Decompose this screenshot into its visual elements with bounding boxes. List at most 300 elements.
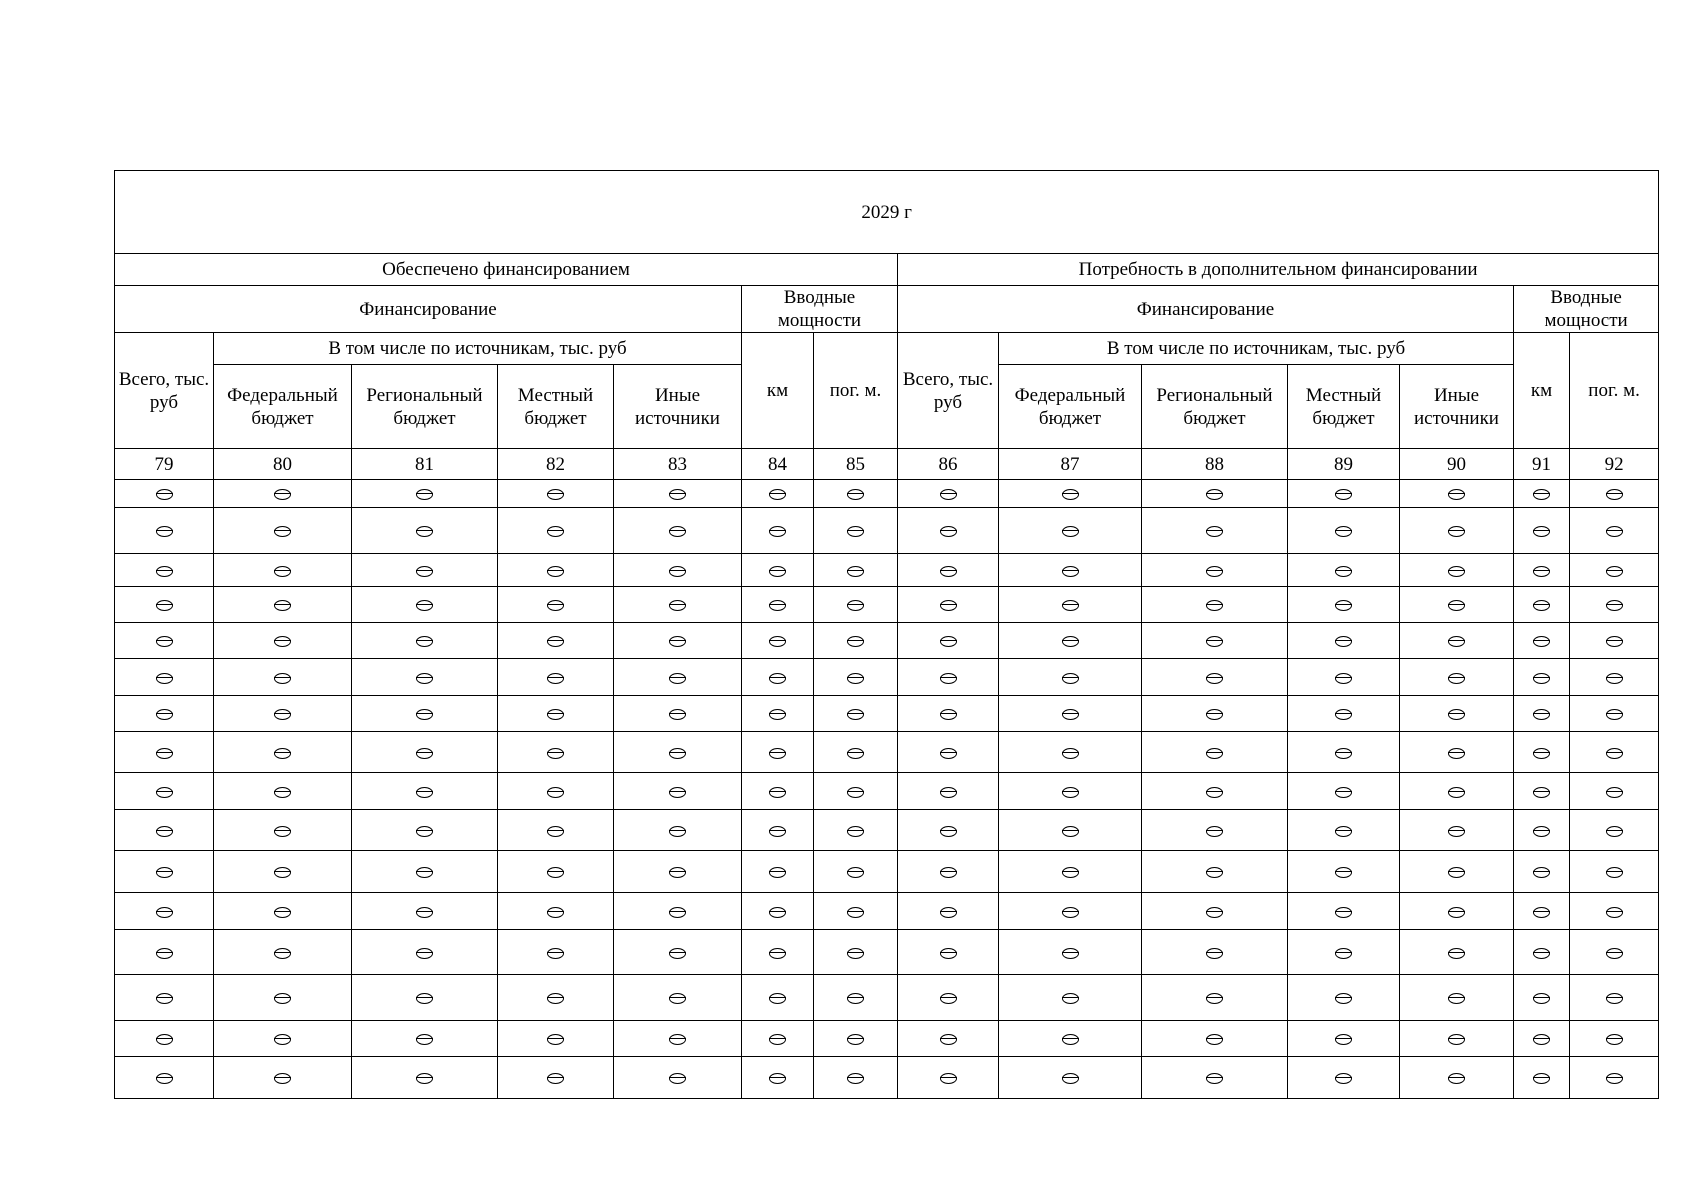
dash-ellipse-icon xyxy=(156,636,173,647)
dash-ellipse-icon xyxy=(156,867,173,878)
table-cell xyxy=(1288,851,1400,893)
table-cell xyxy=(898,623,999,659)
table-cell xyxy=(742,623,814,659)
dash-ellipse-icon xyxy=(1335,1034,1352,1045)
dash-ellipse-icon xyxy=(1533,709,1550,720)
table-cell xyxy=(1514,480,1570,508)
additional-local-header: Местный бюджет xyxy=(1288,365,1400,449)
dash-ellipse-icon xyxy=(274,636,291,647)
dash-ellipse-icon xyxy=(1335,489,1352,500)
table-cell xyxy=(498,893,614,930)
dash-ellipse-icon xyxy=(1335,787,1352,798)
dash-ellipse-icon xyxy=(1448,1034,1465,1045)
table-cell xyxy=(1400,1021,1514,1057)
dash-ellipse-icon xyxy=(156,948,173,959)
table-cell xyxy=(742,1057,814,1099)
dash-ellipse-icon xyxy=(1206,948,1223,959)
table-cell xyxy=(1570,1057,1659,1099)
dash-ellipse-icon xyxy=(416,1073,433,1084)
table-cell xyxy=(498,930,614,975)
table-cell xyxy=(1514,975,1570,1021)
column-number-cell: 85 xyxy=(814,449,898,480)
table-cell xyxy=(1288,696,1400,732)
dash-ellipse-icon xyxy=(1533,826,1550,837)
table-cell xyxy=(498,508,614,554)
table-cell xyxy=(352,508,498,554)
table-cell xyxy=(115,1021,214,1057)
dash-ellipse-icon xyxy=(1206,709,1223,720)
financing-table xyxy=(114,170,1659,1099)
dash-ellipse-icon xyxy=(847,673,864,684)
table-cell xyxy=(1288,659,1400,696)
table-cell xyxy=(1288,975,1400,1021)
dash-ellipse-icon xyxy=(769,948,786,959)
table-cell xyxy=(614,587,742,623)
table-cell xyxy=(999,810,1142,851)
dash-ellipse-icon xyxy=(1206,907,1223,918)
dash-ellipse-icon xyxy=(547,787,564,798)
dash-ellipse-icon xyxy=(416,948,433,959)
table-cell xyxy=(498,851,614,893)
additional-input-capacity-header: Вводные мощности xyxy=(1514,286,1659,333)
dash-ellipse-icon xyxy=(1206,993,1223,1004)
dash-ellipse-icon xyxy=(156,709,173,720)
dash-ellipse-icon xyxy=(1448,748,1465,759)
table-cell xyxy=(614,732,742,773)
table-row xyxy=(115,773,1659,810)
dash-ellipse-icon xyxy=(274,1034,291,1045)
dash-ellipse-icon xyxy=(547,673,564,684)
table-cell xyxy=(498,732,614,773)
column-number-cell: 84 xyxy=(742,449,814,480)
table-cell xyxy=(498,810,614,851)
table-cell xyxy=(999,1057,1142,1099)
dash-ellipse-icon xyxy=(1206,636,1223,647)
table-cell xyxy=(115,480,214,508)
secured-regional-header: Региональный бюджет xyxy=(352,365,498,449)
table-cell xyxy=(742,554,814,587)
dash-ellipse-icon xyxy=(1533,993,1550,1004)
dash-ellipse-icon xyxy=(1206,748,1223,759)
dash-ellipse-icon xyxy=(1533,526,1550,537)
table-cell xyxy=(214,773,352,810)
table-cell xyxy=(1142,480,1288,508)
table-cell xyxy=(1514,930,1570,975)
dash-ellipse-icon xyxy=(1533,787,1550,798)
table-cell xyxy=(1570,623,1659,659)
dash-ellipse-icon xyxy=(847,748,864,759)
dash-ellipse-icon xyxy=(1448,600,1465,611)
table-cell xyxy=(814,810,898,851)
dash-ellipse-icon xyxy=(669,993,686,1004)
table-cell xyxy=(999,975,1142,1021)
dash-ellipse-icon xyxy=(1335,673,1352,684)
table-cell xyxy=(115,810,214,851)
dash-ellipse-icon xyxy=(274,526,291,537)
dash-ellipse-icon xyxy=(1206,673,1223,684)
table-cell xyxy=(742,975,814,1021)
table-cell xyxy=(498,696,614,732)
table-cell xyxy=(1142,696,1288,732)
dash-ellipse-icon xyxy=(847,489,864,500)
dash-ellipse-icon xyxy=(769,748,786,759)
dash-ellipse-icon xyxy=(274,1073,291,1084)
dash-ellipse-icon xyxy=(1533,867,1550,878)
table-cell xyxy=(1570,480,1659,508)
table-cell xyxy=(1570,810,1659,851)
dash-ellipse-icon xyxy=(669,1073,686,1084)
dash-ellipse-icon xyxy=(156,1073,173,1084)
dash-ellipse-icon xyxy=(669,566,686,577)
table-cell xyxy=(214,851,352,893)
dash-ellipse-icon xyxy=(769,673,786,684)
dash-ellipse-icon xyxy=(274,948,291,959)
additional-financing-header: Финансирование xyxy=(898,286,1514,333)
table-cell xyxy=(898,659,999,696)
table-cell xyxy=(814,851,898,893)
table-cell xyxy=(352,732,498,773)
dash-ellipse-icon xyxy=(416,526,433,537)
table-cell xyxy=(898,893,999,930)
column-number-cell: 81 xyxy=(352,449,498,480)
dash-ellipse-icon xyxy=(547,948,564,959)
dash-ellipse-icon xyxy=(940,748,957,759)
dash-ellipse-icon xyxy=(769,526,786,537)
column-number-cell: 83 xyxy=(614,449,742,480)
dash-ellipse-icon xyxy=(847,993,864,1004)
table-cell xyxy=(115,508,214,554)
dash-ellipse-icon xyxy=(156,907,173,918)
table-cell xyxy=(1142,810,1288,851)
column-number-cell: 79 xyxy=(115,449,214,480)
dash-ellipse-icon xyxy=(1335,948,1352,959)
dash-ellipse-icon xyxy=(1448,709,1465,720)
dash-ellipse-icon xyxy=(940,600,957,611)
table-cell xyxy=(814,975,898,1021)
dash-ellipse-icon xyxy=(547,748,564,759)
dash-ellipse-icon xyxy=(669,826,686,837)
table-cell xyxy=(742,893,814,930)
dash-ellipse-icon xyxy=(669,489,686,500)
dash-ellipse-icon xyxy=(1606,673,1623,684)
dash-ellipse-icon xyxy=(1606,948,1623,959)
dash-ellipse-icon xyxy=(769,826,786,837)
table-cell xyxy=(999,587,1142,623)
table-cell xyxy=(498,480,614,508)
table-cell xyxy=(898,554,999,587)
table-cell xyxy=(814,1057,898,1099)
column-number-cell: 91 xyxy=(1514,449,1570,480)
dash-ellipse-icon xyxy=(769,993,786,1004)
dash-ellipse-icon xyxy=(769,787,786,798)
table-cell xyxy=(1400,587,1514,623)
dash-ellipse-icon xyxy=(940,826,957,837)
dash-ellipse-icon xyxy=(547,1034,564,1045)
table-cell xyxy=(214,480,352,508)
dash-ellipse-icon xyxy=(1533,600,1550,611)
dash-ellipse-icon xyxy=(940,1034,957,1045)
table-cell xyxy=(214,587,352,623)
dash-ellipse-icon xyxy=(1533,948,1550,959)
dash-ellipse-icon xyxy=(1606,526,1623,537)
dash-ellipse-icon xyxy=(1062,636,1079,647)
column-number-cell: 88 xyxy=(1142,449,1288,480)
column-number-cell: 92 xyxy=(1570,449,1659,480)
table-cell xyxy=(1514,851,1570,893)
dash-ellipse-icon xyxy=(769,600,786,611)
dash-ellipse-icon xyxy=(1335,1073,1352,1084)
dash-ellipse-icon xyxy=(1335,748,1352,759)
dash-ellipse-icon xyxy=(847,636,864,647)
dash-ellipse-icon xyxy=(1448,826,1465,837)
table-cell xyxy=(614,930,742,975)
additional-pog-m-header: пог. м. xyxy=(1570,333,1659,449)
dash-ellipse-icon xyxy=(1062,826,1079,837)
dash-ellipse-icon xyxy=(274,993,291,1004)
dash-ellipse-icon xyxy=(1606,600,1623,611)
table-cell xyxy=(115,1057,214,1099)
table-cell xyxy=(742,587,814,623)
column-number-cell: 82 xyxy=(498,449,614,480)
dash-ellipse-icon xyxy=(156,526,173,537)
table-cell xyxy=(1142,851,1288,893)
table-cell xyxy=(1142,554,1288,587)
table-row xyxy=(115,554,1659,587)
table-cell xyxy=(1288,893,1400,930)
dash-ellipse-icon xyxy=(156,489,173,500)
dash-ellipse-icon xyxy=(156,566,173,577)
dash-ellipse-icon xyxy=(1062,993,1079,1004)
table-cell xyxy=(1570,554,1659,587)
dash-ellipse-icon xyxy=(1062,1073,1079,1084)
dash-ellipse-icon xyxy=(1335,636,1352,647)
table-cell xyxy=(898,773,999,810)
secured-by-sources-header: В том числе по источникам, тыс. руб xyxy=(214,333,742,365)
dash-ellipse-icon xyxy=(1606,636,1623,647)
table-cell xyxy=(742,773,814,810)
table-cell xyxy=(742,659,814,696)
dash-ellipse-icon xyxy=(940,636,957,647)
additional-federal-header: Федеральный бюджет xyxy=(999,365,1142,449)
table-cell xyxy=(1288,554,1400,587)
table-cell xyxy=(1288,508,1400,554)
dash-ellipse-icon xyxy=(156,600,173,611)
dash-ellipse-icon xyxy=(940,907,957,918)
table-cell xyxy=(814,587,898,623)
table-row xyxy=(115,732,1659,773)
dash-ellipse-icon xyxy=(1062,748,1079,759)
dash-ellipse-icon xyxy=(940,489,957,500)
table-cell xyxy=(999,480,1142,508)
table-cell xyxy=(1570,851,1659,893)
additional-by-sources-header: В том числе по источникам, тыс. руб xyxy=(999,333,1514,365)
dash-ellipse-icon xyxy=(940,709,957,720)
table-cell xyxy=(1514,1021,1570,1057)
table-cell xyxy=(814,1021,898,1057)
table-cell xyxy=(1514,508,1570,554)
dash-ellipse-icon xyxy=(547,993,564,1004)
table-cell xyxy=(1400,851,1514,893)
dash-ellipse-icon xyxy=(274,826,291,837)
table-cell xyxy=(352,1057,498,1099)
table-cell xyxy=(352,1021,498,1057)
table-row xyxy=(115,696,1659,732)
table-cell xyxy=(614,1021,742,1057)
table-cell xyxy=(742,930,814,975)
year-header: 2029 г xyxy=(115,171,1659,254)
table-cell xyxy=(1514,696,1570,732)
table-cell xyxy=(498,659,614,696)
dash-ellipse-icon xyxy=(1533,748,1550,759)
dash-ellipse-icon xyxy=(940,1073,957,1084)
dash-ellipse-icon xyxy=(1206,826,1223,837)
table-cell xyxy=(898,587,999,623)
table-cell xyxy=(614,810,742,851)
table-row xyxy=(115,893,1659,930)
dash-ellipse-icon xyxy=(1335,600,1352,611)
table-cell xyxy=(814,554,898,587)
additional-regional-header: Региональный бюджет xyxy=(1142,365,1288,449)
dash-ellipse-icon xyxy=(1062,907,1079,918)
dash-ellipse-icon xyxy=(1335,867,1352,878)
table-cell xyxy=(1570,1021,1659,1057)
dash-ellipse-icon xyxy=(669,709,686,720)
dash-ellipse-icon xyxy=(1533,1034,1550,1045)
dash-ellipse-icon xyxy=(416,907,433,918)
dash-ellipse-icon xyxy=(847,566,864,577)
dash-ellipse-icon xyxy=(274,566,291,577)
dash-ellipse-icon xyxy=(547,1073,564,1084)
table-cell xyxy=(1288,810,1400,851)
table-cell xyxy=(115,659,214,696)
dash-ellipse-icon xyxy=(1335,993,1352,1004)
dash-ellipse-icon xyxy=(1606,826,1623,837)
dash-ellipse-icon xyxy=(669,867,686,878)
table-cell xyxy=(1142,975,1288,1021)
table-cell xyxy=(1514,1057,1570,1099)
dash-ellipse-icon xyxy=(669,1034,686,1045)
dash-ellipse-icon xyxy=(1448,526,1465,537)
column-number-cell: 90 xyxy=(1400,449,1514,480)
table-cell xyxy=(614,773,742,810)
dash-ellipse-icon xyxy=(769,709,786,720)
dash-ellipse-icon xyxy=(416,709,433,720)
dash-ellipse-icon xyxy=(940,993,957,1004)
dash-ellipse-icon xyxy=(1533,907,1550,918)
table-cell xyxy=(742,1021,814,1057)
table-cell xyxy=(1514,623,1570,659)
table-cell xyxy=(1400,1057,1514,1099)
secured-total-header: Всего, тыс. руб xyxy=(115,333,214,449)
dash-ellipse-icon xyxy=(940,673,957,684)
table-cell xyxy=(742,810,814,851)
dash-ellipse-icon xyxy=(940,526,957,537)
table-cell xyxy=(115,554,214,587)
table-cell xyxy=(115,975,214,1021)
dash-ellipse-icon xyxy=(1448,787,1465,798)
table-cell xyxy=(1400,930,1514,975)
table-cell xyxy=(1288,1057,1400,1099)
table-cell xyxy=(498,1057,614,1099)
dash-ellipse-icon xyxy=(669,907,686,918)
table-cell xyxy=(999,508,1142,554)
dash-ellipse-icon xyxy=(156,993,173,1004)
table-cell xyxy=(1400,975,1514,1021)
dash-ellipse-icon xyxy=(1206,566,1223,577)
table-cell xyxy=(742,851,814,893)
table-row xyxy=(115,810,1659,851)
table-cell xyxy=(214,696,352,732)
dash-ellipse-icon xyxy=(1335,826,1352,837)
table-cell xyxy=(614,623,742,659)
dash-ellipse-icon xyxy=(669,600,686,611)
table-cell xyxy=(352,623,498,659)
dash-ellipse-icon xyxy=(1062,489,1079,500)
table-cell xyxy=(1570,587,1659,623)
dash-ellipse-icon xyxy=(1606,993,1623,1004)
table-cell xyxy=(1400,732,1514,773)
table-cell xyxy=(498,623,614,659)
table-cell xyxy=(814,696,898,732)
table-cell xyxy=(999,1021,1142,1057)
table-cell xyxy=(1514,773,1570,810)
table-cell xyxy=(1142,930,1288,975)
table-cell xyxy=(115,623,214,659)
dash-ellipse-icon xyxy=(669,748,686,759)
dash-ellipse-icon xyxy=(1448,867,1465,878)
dash-ellipse-icon xyxy=(416,993,433,1004)
table-cell xyxy=(1400,893,1514,930)
table-cell xyxy=(999,623,1142,659)
table-cell xyxy=(1142,659,1288,696)
dash-ellipse-icon xyxy=(1606,748,1623,759)
dash-ellipse-icon xyxy=(1533,489,1550,500)
table-cell xyxy=(814,508,898,554)
table-cell xyxy=(352,480,498,508)
dash-ellipse-icon xyxy=(547,566,564,577)
dash-ellipse-icon xyxy=(1448,907,1465,918)
dash-ellipse-icon xyxy=(156,748,173,759)
dash-ellipse-icon xyxy=(1335,907,1352,918)
table-cell xyxy=(214,930,352,975)
dash-ellipse-icon xyxy=(940,867,957,878)
table-cell xyxy=(614,508,742,554)
dash-ellipse-icon xyxy=(547,867,564,878)
dash-ellipse-icon xyxy=(769,1034,786,1045)
dash-ellipse-icon xyxy=(547,489,564,500)
table-cell xyxy=(115,732,214,773)
table-cell xyxy=(614,696,742,732)
dash-ellipse-icon xyxy=(847,600,864,611)
table-cell xyxy=(999,732,1142,773)
dash-ellipse-icon xyxy=(1606,867,1623,878)
dash-ellipse-icon xyxy=(274,600,291,611)
dash-ellipse-icon xyxy=(1606,1073,1623,1084)
table-row xyxy=(115,587,1659,623)
table-row xyxy=(115,851,1659,893)
table-cell xyxy=(1400,508,1514,554)
table-cell xyxy=(498,1021,614,1057)
dash-ellipse-icon xyxy=(274,673,291,684)
table-cell xyxy=(1570,732,1659,773)
dash-ellipse-icon xyxy=(416,636,433,647)
table-cell xyxy=(898,975,999,1021)
table-cell xyxy=(1570,930,1659,975)
dash-ellipse-icon xyxy=(1062,673,1079,684)
dash-ellipse-icon xyxy=(769,566,786,577)
dash-ellipse-icon xyxy=(1448,1073,1465,1084)
table-cell xyxy=(1400,696,1514,732)
